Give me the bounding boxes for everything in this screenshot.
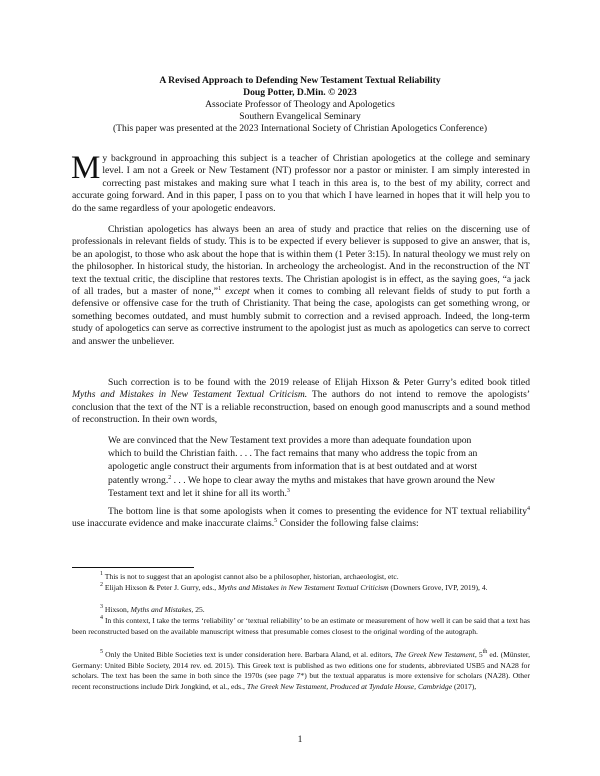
footnote-ref-5: 5	[274, 518, 278, 525]
paragraph-4: The bottom line is that some apologists when it comes to presenting the evidence for NT textual reliability$^4$ use inaccurate evidence and make inaccurate claims.$^5$ Consider the following false claims:	[72, 506, 530, 530]
footnote-5: $^5$ Only the United Bible Societies text is under consideration here. Barbara Aland, et al. editors, The Greek New Testament, 5th ed. (Münster, Germany: United Bible Society, 2014 rev. ed. 2015). This Greek text is published as two editions one for students, abbreviated USB5 and NA28 for scholars. The text has been the same in both since the 1970s (see page 7*) but the textual apparatus is more extensive for scholars (NA28). Other recent reconstructions include Dirk Jongkind, et al., eds., The Greek New Testament, Produced at Tyndale House, Cambridge (2017),	[72, 649, 531, 691]
footnote-ref-1: 1	[218, 286, 222, 293]
paragraph-1-text: y background in approaching this subject is a teacher of Christian apologetics at the college and seminary level. I am not a Greek or New Testament (NT) professor nor a pastor or minister. I am simply interested in correcting past mistakes and making sure what I teach in this area is, to the best of my ability, correct and accurate going forward. And in this paper, I pass on to you that which I have learned in hopes that it will help you to do the same regardless of your apologetic endeavors.	[72, 153, 530, 214]
footnote-3: $^3$ Hixson, Myths and Mistakes, 25.	[100, 604, 205, 614]
paragraph-1	[71, 150, 530, 215]
footnote-ref-3: 3	[286, 487, 290, 494]
author-line: Doug Potter, D.Min. © 2023	[243, 87, 357, 98]
footnote-divider	[72, 567, 194, 568]
paragraph-3: Such correction is to be found with the 2019 release of Elijah Hixson & Peter Gurry’s edited book titled Myths and Mistakes in New Testament Textual Criticism. The authors do not intend to remove the apologists’ conclusion that the text of the NT is a reliable reconstruction, based on enough good manuscripts and a sound method of reconstruction. In their own words,	[72, 377, 531, 426]
paper-title: A Revised Approach to Defending New Testament Textual Reliability	[159, 75, 441, 86]
author-position: Associate Professor of Theology and Apologetics	[205, 99, 395, 110]
author-institution: Southern Evangelical Seminary	[239, 111, 361, 122]
footnote-ref-2: 2	[168, 474, 172, 481]
footnote-2: $^2$ Elijah Hixson & Peter J. Gurry, eds., Myths and Mistakes in New Testament Textual Criticism (Downers Grove, IVP, 2019), 4.	[100, 582, 488, 592]
footnote-4: $^4$ In this context, I take the terms ‘reliability’ or ‘textual reliability’ to be an estimate or measurement of how well it can be said that a text has been reconstructed based on the available manuscript witness that presumable comes closest to the original wording of the autograph.	[72, 615, 531, 636]
drop-cap: M	[71, 150, 101, 186]
paragraph-2: Christian apologetics has always been an area of study and practice that relies on the discerning use of professionals in relevant fields of study. This is to be expected if every believer is supposed to give an answer, that is, be an apologist, to those who ask about the hope that is within them (1 Peter 3:15). In natural theology we must rely on the philosopher. In historical study, the historian. In archeology the archeologist. And in the reconstruction of the NT text the textual critic, the discipline that restores texts. The Christian apologist is in effect, as the saying goes, “a jack of all trades, but a master of none,”$^1$ except when it comes to combing all relevant fields of study to put forth a defensive or offensive case for the truth of Christianity. That being the case, apologists can get something wrong, or something becomes outdated, and must humbly submit to correction and a revised approach. Indeed, the long-term study of apologetics can serve as corrective instrument to the apologist just as much as apologetics can serve to correct and answer the unbeliever.	[72, 224, 531, 347]
footnote-1: $^1$ This is not to suggest that an apologist cannot also be a philosopher, historian, archaeologist, etc.	[100, 571, 399, 581]
page-number: 1	[297, 734, 303, 745]
presentation-note: (This paper was presented at the 2023 International Society of Christian Apologetics Conference)	[112, 123, 488, 134]
block-quote: We are convinced that the New Testament text provides a more than adequate foundation upon which to build the Christian faith. . . . The fact remains that many who address the topic from an apologetic angle construct their arguments from information that is at best outdated and at worst patently wrong.$^2$ . . . We hope to clear away the myths and mistakes that have grown around the New Testament text and let it shine for all its worth.$^3$	[108, 435, 496, 499]
footnote-ref-4: 4	[527, 506, 530, 512]
